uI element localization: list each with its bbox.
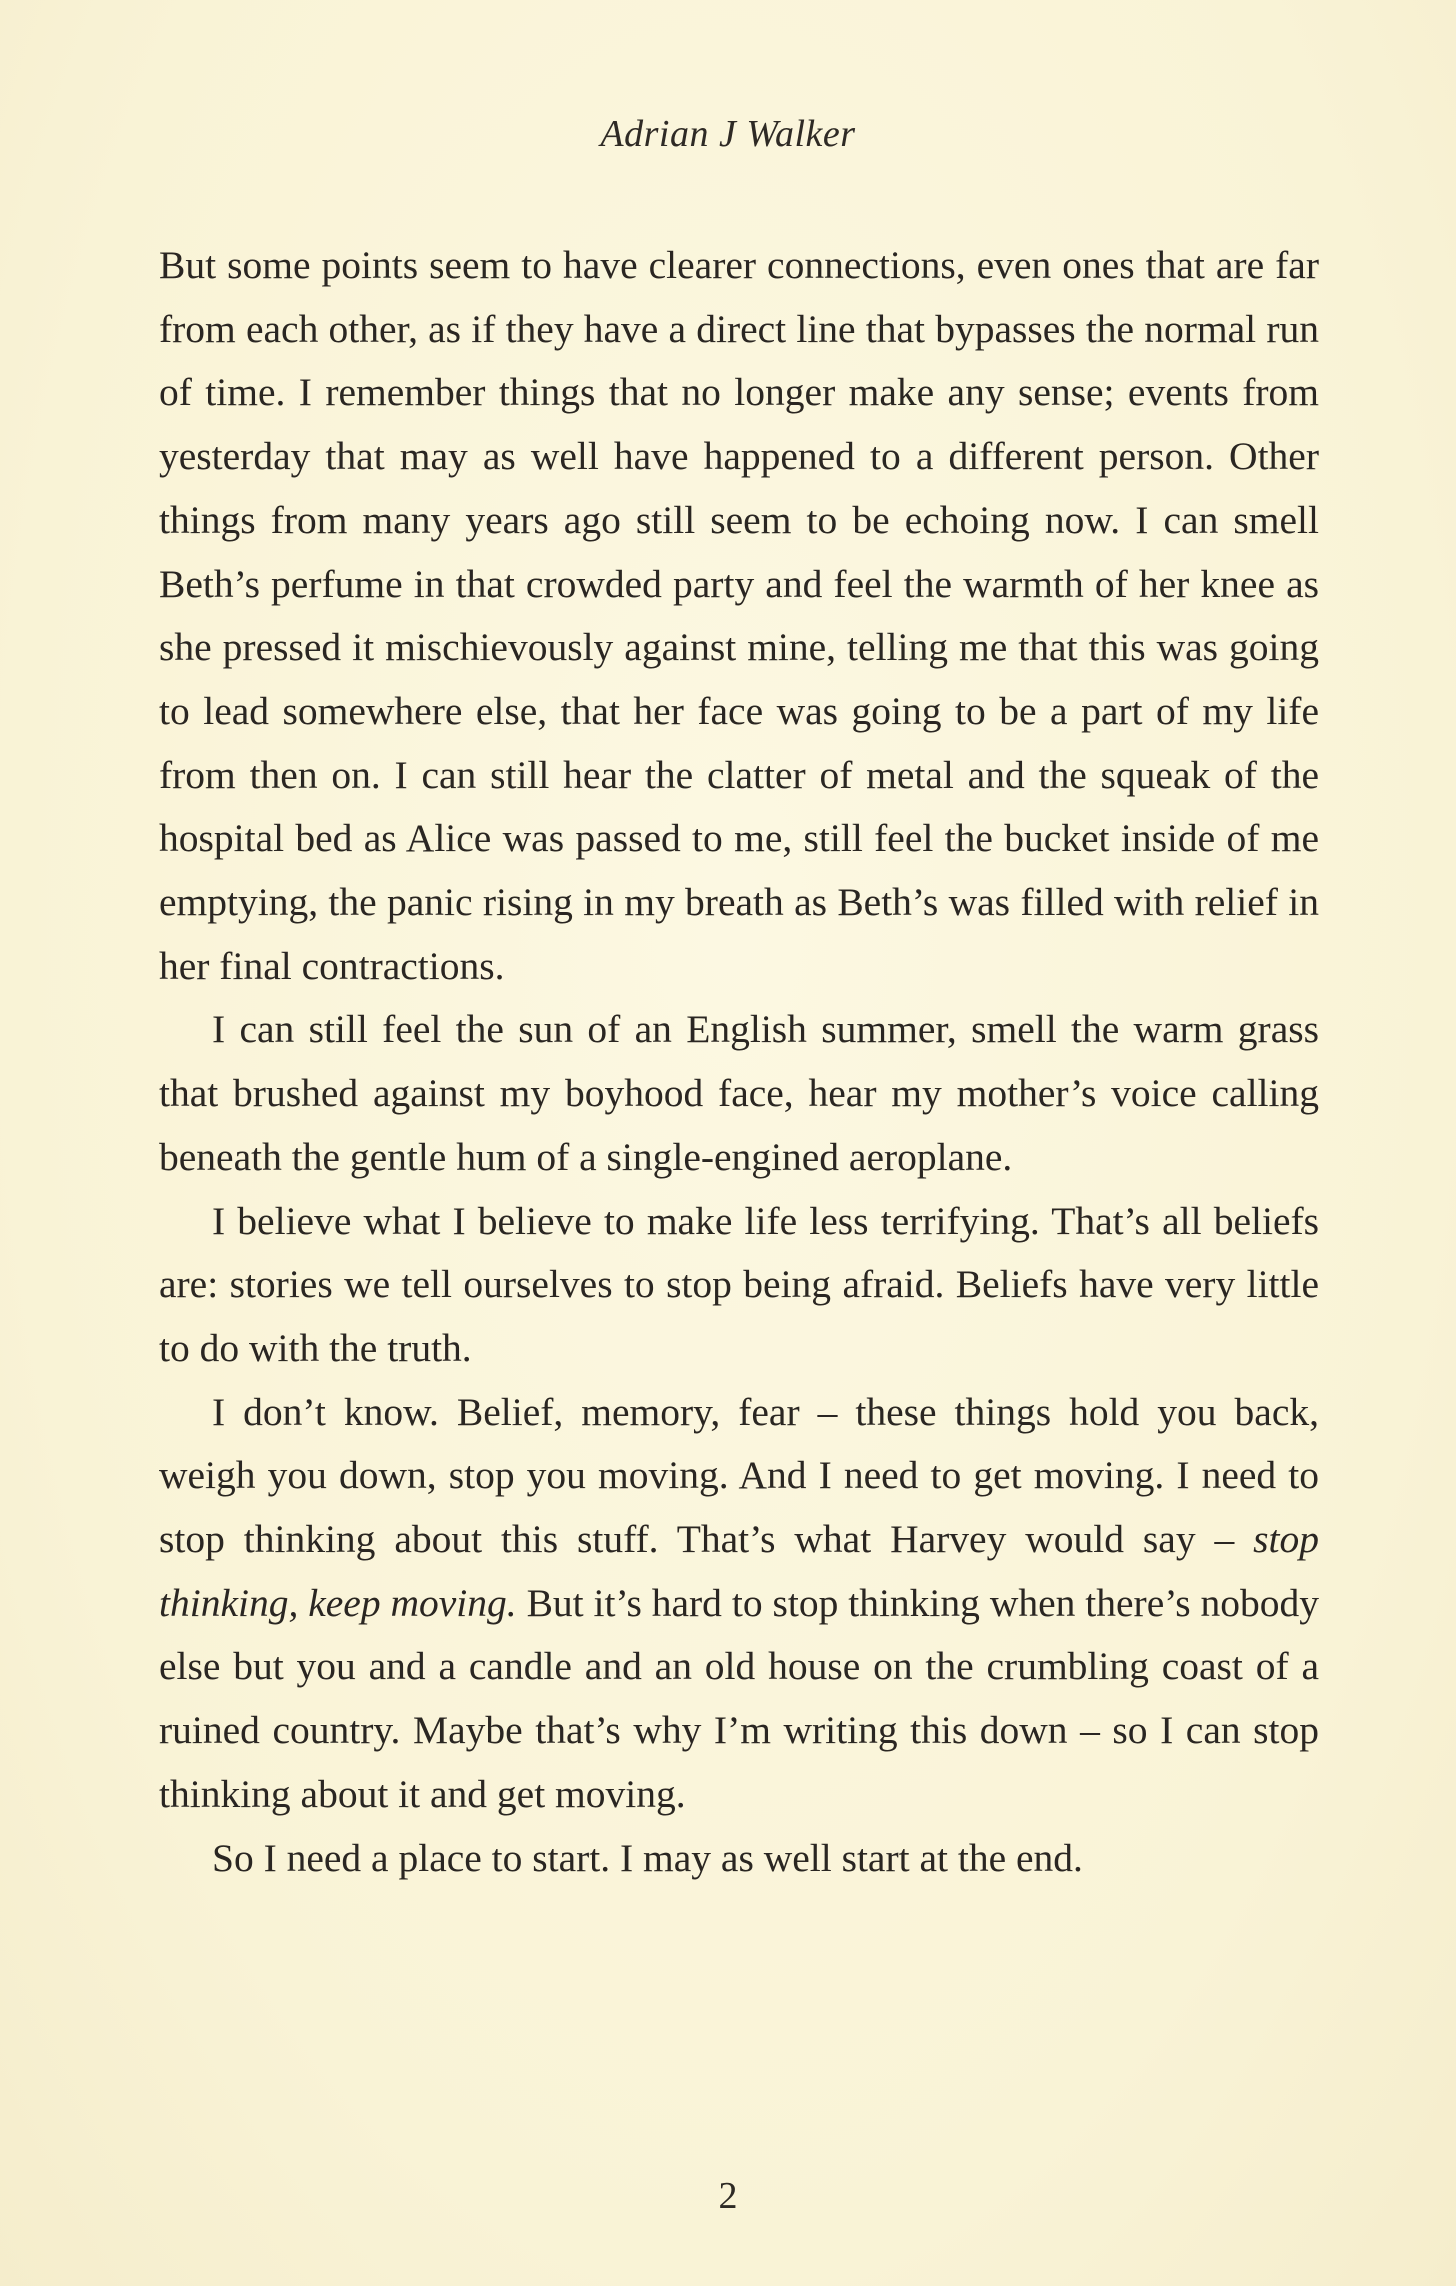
paragraph-1: But some points seem to have clearer connections, even ones that are far from each other, as if they have a direct line that bypasses the normal run of time. I remember things that no longer make any sense; events from yesterday that may as well have happened to a different person. Other things from many years ago still seem to be echoing now. I can smell Beth’s perfume in that crowded party and feel the warmth of her knee as she pressed it mischievously against mine, telling me that this was going to lead somewhere else, that her face was going to be a part of my life from then on. I can still hear the clatter of metal and the squeak of the hospital bed as Alice was passed to me, still feel the bucket inside of me emptying, the panic rising in my breath as Beth’s was filled with relief in her final contractions. (159, 243, 1319, 988)
paragraph-2: I can still feel the sun of an English summer, smell the warm grass that brushed against my boyhood face, hear my mother’s voice calling beneath the gentle hum of a single-engined aeroplane. (159, 1007, 1319, 1179)
running-head: Adrian J Walker (600, 113, 856, 155)
page-number: 2 (718, 2175, 738, 2217)
paragraph-5: So I need a place to start. I may as well start at the end. (212, 1835, 1083, 1880)
paragraph-4 (159, 1381, 1319, 1827)
paragraph-4-emphasis: stop thinking, keep moving. (159, 1517, 1319, 1625)
body-text (159, 234, 1319, 1890)
paragraph-4-text-b: But it’s hard to stop thinking when there’s nobody else but you and a candle and an old house on the crumbling coast of a ruined country. Maybe that’s why I’m writing this down – so I can stop thinking about it and get moving. (159, 1580, 1319, 1816)
paragraph-4-text-a: I don’t know. Belief, memory, fear – these things hold you back, weigh you down, stop you moving. And I need to get moving. I need to stop thinking about this stuff. That’s what Harvey would say – (159, 1389, 1319, 1562)
paragraph-3: I believe what I believe to make life less terrifying. That’s all beliefs are: stories we tell ourselves to stop being afraid. Beliefs have very little to do with the truth. (159, 1198, 1319, 1370)
